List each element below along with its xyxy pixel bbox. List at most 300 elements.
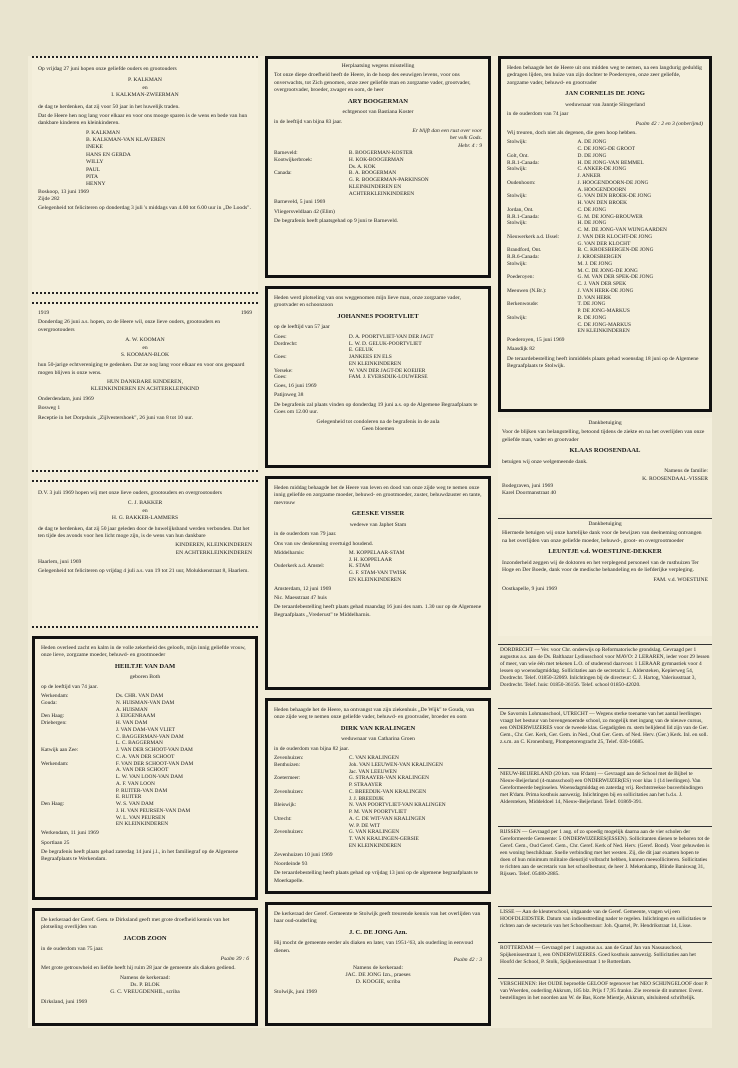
body-text: de dag te herdenken, dat zij 50 jaar geleden door de huwelijksband werden verbonden. Dat het ten tijde des avonds voor hen licht moge zijn, is de wens van hun dankbare — [38, 525, 250, 539]
deceased-name: GEESKE VISSER — [351, 510, 405, 518]
condolence-text: Gelegenheid tot condoleren na de begrafenis in de aula — [316, 418, 440, 425]
name-line: H. G. BAKKER-LAMMERS — [111, 515, 179, 522]
address: Nic. Maesstraat 47 huis — [274, 595, 327, 602]
family-row — [507, 261, 703, 268]
funeral-text: De begrafenis heeft plaats gehad zaterdag 14 juni j.l., in het familiegraf op de Algemene Begraafplaats te Werkendam. — [41, 848, 239, 863]
row-place: Den Haag: — [41, 713, 65, 720]
row-name: G. STRAAYER-VAN KRALINGEN — [348, 775, 429, 782]
age-text: op de leeftijd van 74 jaar. — [41, 683, 98, 690]
family-row — [507, 322, 703, 329]
family-row — [274, 577, 482, 584]
row-place — [507, 308, 578, 315]
place-date: Goes, 16 juni 1969 — [274, 383, 317, 390]
family-row — [507, 288, 703, 295]
family-row — [507, 308, 703, 315]
verse — [274, 128, 482, 150]
family-row — [274, 809, 482, 816]
job-ad-lisse: LISSE — Aan de kleuterschool, uitgaande van de Geref. Gemeente, vragen wij een HOOFDLEIDSTER. Datum van indiensttreding nader te regelen. Inlichtingen en sollicitaties te richten aan de secretaris van het Schoolbestuur: Joh. Quartel, Pr. Hendrikstraat 14, Lisse. — [498, 906, 712, 940]
row-name: EN KLEINKINDEREN — [577, 328, 630, 335]
job-ad-rotterdam: ROTTERDAM — Gevraagd per 1 augustus a.s. aan de Graaf Jan van Nassauschool, Spijkenissestraat 1, een ONDERWIJZERES. Goed kosthuis aanwezig. Sollicitaties aan het Hoofd der School, P. Stolk, Spijkenissestraat 1 te Rotterdam. — [498, 942, 712, 976]
obituary-dirk-van-kralingen — [265, 698, 491, 894]
family-row — [274, 775, 482, 782]
row-place: Werkendam: — [41, 693, 69, 700]
row-name: C. DE JONG — [577, 206, 607, 213]
family-table — [274, 755, 482, 850]
row-name: JANKEES EN ELS — [348, 354, 392, 361]
anniversary-kooman — [32, 302, 258, 472]
row-place — [507, 328, 578, 335]
sign-line: G. C. VREUGDENHIL, scriba — [110, 989, 180, 996]
row-name: J. H. KOPPELAAR — [348, 556, 393, 563]
section-heading: Dankbetuiging — [588, 420, 622, 426]
family-row — [507, 315, 703, 322]
signature — [274, 965, 482, 987]
family-row — [41, 815, 249, 822]
deceased-name: LEUNTJE v.d. WOESTIJNE-DEKKER — [548, 548, 662, 556]
row-place — [41, 774, 116, 781]
deceased-subtitle: echtgenoot van Bastiana Koster — [342, 109, 414, 116]
row-name: A. DE JONG — [577, 139, 607, 146]
row-place — [507, 200, 578, 207]
couple-names — [38, 77, 252, 99]
row-name: H. KOK-BOOGERMAN — [348, 156, 404, 163]
row-name: A. HOOGENDOORN — [577, 186, 627, 193]
family-row — [274, 563, 482, 570]
family-row — [41, 700, 249, 707]
row-place: Meeuwen (N.Br.): — [507, 287, 547, 294]
row-place: R.R.6-Canada: — [507, 254, 540, 261]
row-place: Stolwijk: — [507, 260, 527, 267]
row-place: Oudenhoorn: — [507, 179, 536, 186]
row-place: R.R.1-Canada: — [507, 213, 540, 220]
deceased-subtitle: weduwnaar van Janntje Slingerland — [565, 101, 645, 108]
sign-line: KLEINKINDEREN EN ACHTERKLEINKIND — [90, 386, 200, 393]
deceased-name: JAN CORNELIS DE JONG — [565, 90, 645, 98]
intro-text: Donderdag 26 juni a.s. hopen, zo de Heere wil, onze lieve ouders, grootouders en overgrootouders — [38, 319, 221, 333]
psalm-ref: Psalm 42 : 2 en 3 (onberijmd) — [635, 120, 703, 127]
book-ad: VERSCHENEN: Het OUDE beproefde GELOOF tegenover het NEO SCHIJNGELOOF door P. van Woerden, ouderling Akkrum, 185 blz. Prijs f 7,95 franko. Zie recensie dit nummer. Event. bestellingen in het noorden aan W. de Bas, Korte Mientje, Akkrum, uitsluitend schriftelijk. — [498, 978, 712, 1018]
body-text: Dat de Heere hen nog lang voor elkaar en voor ons mooge sparen is de wens en bede van hun dankbare kinderen en kleinkinderen. — [38, 112, 248, 127]
row-name: EN KLEINKINDEREN — [348, 576, 402, 583]
family-row — [274, 550, 482, 557]
place-date: Poederoyen, 15 juni 1969 — [507, 337, 565, 344]
row-place — [274, 836, 349, 843]
row-name: C. BREEDIJK-VAN KRALINGEN — [348, 788, 427, 795]
row-name: P. DE JONG-MARKUS — [577, 308, 630, 315]
row-place — [274, 796, 349, 803]
family-row — [41, 734, 249, 741]
family-row — [507, 227, 703, 234]
row-name: T. VAN KRALINGEN-GERSIE — [348, 836, 419, 843]
row-name: G. VAN DER KLOCHT — [577, 240, 631, 247]
family-name: P. KALKMAN — [86, 129, 120, 136]
row-place: Yerseke: — [274, 367, 293, 374]
family-row — [41, 767, 249, 774]
row-name: G. F. STAM-VAN TWISK — [348, 570, 407, 577]
row-name: B. A. BOOGERMAN — [348, 170, 397, 177]
verse-line: het volk Gods. — [449, 135, 482, 142]
section-heading: Dankbetuiging — [588, 521, 622, 527]
row-name: H. VAN DAM — [115, 720, 148, 727]
row-name: L. C. BAGGERMAN — [115, 740, 163, 747]
family-row — [41, 740, 249, 747]
family-row — [507, 295, 703, 302]
family-row — [507, 139, 703, 146]
row-name: L. W. VAN LOON-VAN DAM — [115, 774, 183, 781]
row-place — [274, 164, 349, 171]
row-name: J. VAN DER SCHOOT-VAN DAM — [115, 747, 193, 754]
row-place: Brandford, Ont. — [507, 247, 542, 254]
funeral-text: De teraardebestelling heeft plaats gehad maandag 16 juni des nam. 1.30 uur op de Algemene Begraafplaats „Vrederust" te Middelharnis. — [274, 604, 482, 618]
row-name: EN KLEINKINDEREN — [115, 821, 169, 828]
family-row — [41, 801, 249, 808]
family-table — [274, 550, 482, 584]
row-place: Berkenwoude: — [507, 301, 539, 308]
row-name: H. VAN DEN BROEK — [577, 200, 628, 207]
row-name: G. M. VAN DER SPEK-DE JONG — [577, 274, 654, 281]
family-row — [507, 200, 703, 207]
family-table — [41, 693, 249, 828]
row-place: Golt, Ont. — [507, 152, 529, 159]
name-line: A. W. KOOMAN — [125, 337, 165, 344]
row-name: C. J. VAN DER SPEK — [577, 281, 627, 288]
row-place: Kootwijkerbroek: — [274, 156, 313, 163]
family-row — [274, 184, 482, 191]
row-place — [41, 815, 116, 822]
condolence-note: Geen bloemen — [361, 425, 395, 432]
intro-text: Heden behaagde het de Heere, na ontvangst van zijn ziekenhuis „De Wijk" te Gouda, van onze zijde weg te nemen onze geliefde vader, behuwd- en grootvader, broeder en oom — [274, 707, 475, 721]
row-name: J. VAN DAM-VAN VLIET — [115, 726, 176, 733]
row-name: N. HUISMAN-VAN DAM — [115, 699, 175, 706]
row-name: EN KLEINKINDEREN — [348, 842, 402, 849]
name-line: C. J. BAKKER — [127, 500, 163, 507]
place-date: Haarlem, juni 1969 — [38, 559, 82, 565]
family-row — [274, 769, 482, 776]
family-row — [41, 821, 249, 828]
row-name: KLEINKINDEREN EN — [348, 183, 402, 190]
row-name: D. DE JONG — [577, 152, 607, 159]
row-name: FAM. J. EVERSDIJK-LOUWERSE — [348, 374, 428, 381]
row-place: Goes: — [274, 333, 287, 340]
row-place — [41, 788, 116, 795]
row-name: Joh. VAN LEEUWEN-VAN KRALINGEN — [348, 761, 443, 768]
funeral-text: De teraardebestelling heeft plaats gehad op vrijdag 13 juni op de algemene begraafplaats te Moerkapelle. — [274, 870, 478, 884]
family-row — [507, 173, 703, 180]
intro-text: Heden werd plotseling van ons weggenomen mijn lieve man, onze zorgzame vader, grootvader en schoonzoon — [274, 295, 461, 309]
row-name: M. J. DE JONG — [577, 260, 613, 267]
age-text: in de leeftijd van bijna 83 jaar. — [274, 118, 343, 125]
reception-text: Gelegenheid tot feliciteren op donderdag 3 juli 's middags van 4.00 tot 6.00 uur in „De Loods". — [38, 205, 251, 212]
section-heading: Herplaatsing wegens misstelling — [341, 63, 415, 69]
row-place — [274, 557, 349, 564]
family-row — [274, 755, 482, 762]
row-place — [274, 823, 349, 830]
row-place — [41, 808, 116, 815]
row-name: M. KOPPELAAR-STAM — [348, 549, 405, 556]
age-text: op de leeftijd van 57 jaar — [274, 324, 330, 331]
row-place — [274, 347, 349, 354]
signature — [502, 468, 708, 483]
intro-text: Op vrijdag 27 juni hopen onze geliefde ouders en grootouders — [38, 66, 177, 72]
family-row — [274, 150, 482, 157]
family-row — [507, 180, 703, 187]
row-name: C. VAN KRALINGEN — [348, 755, 399, 762]
row-place: Katwijk aan Zee: — [41, 747, 79, 754]
sign-line: Ds. P. BLOK — [130, 981, 160, 988]
reception-text: Gelegenheid tot feliciteren op vrijdag 4 juli a.s. van 19 tot 21 uur, Molukkenstraat 8, Haarlem. — [38, 568, 249, 575]
place-date: Amsterdam, 12 juni 1969 — [274, 585, 332, 592]
family-row — [274, 843, 482, 850]
row-name: D. A. POORTVLIET-VAN DER JAGT — [348, 333, 434, 340]
row-place: Zevenhuizen: — [274, 829, 304, 836]
obituary-heiltje-van-dam — [32, 636, 258, 900]
row-name: L. W. D. GELUK-POORTVLIET — [348, 340, 422, 347]
family-row — [274, 334, 482, 341]
family-row — [507, 281, 703, 288]
row-place — [507, 187, 578, 194]
intro-text: Heden behaagde het de Heere uit ons midden weg te nemen, na een langdurig geduldig gedragen lijden, ten huize van zijn dochter te Poederoyen, onze zeer geliefde, zorgzame vader, behuwd- en grootvader — [507, 65, 702, 86]
row-name: ACHTERKLEINKINDEREN — [348, 190, 415, 197]
row-place: Stolwijk: — [507, 139, 527, 146]
row-name: W. L. VAN PEURSEN — [115, 814, 166, 821]
family-row — [274, 164, 482, 171]
year-range — [38, 310, 252, 317]
family-row — [507, 187, 703, 194]
row-place: Den Haag: — [41, 801, 65, 808]
family-row — [41, 754, 249, 761]
deceased-name: JACOB ZOON — [123, 934, 167, 942]
age-text: in de ouderdom van 74 jaar — [507, 111, 569, 118]
row-place — [41, 781, 116, 788]
row-name: C. M. DE JONG-VAN WIJNGAARDEN — [577, 227, 667, 234]
deceased-name: DIRK VAN KRALINGEN — [340, 724, 416, 732]
row-name: A. C. DE WIT-VAN KRALINGEN — [348, 815, 426, 822]
row-place — [274, 843, 349, 850]
address: Maasdijk 82 — [507, 346, 535, 353]
row-name: J. VAN HERK-DE JONG — [577, 287, 634, 294]
row-place: Stolwijk: — [507, 166, 527, 173]
body-text: betuigen wij onze welgemeende dank. — [502, 458, 588, 465]
body-text: Wij treuren, doch niet als degenen, die geen hoop hebben. — [507, 129, 637, 136]
obituary-jan-cornelis-de-jong — [498, 56, 712, 412]
newspaper-page — [28, 56, 712, 1028]
job-ad-dordrecht: DORDRECHT — Ver. voor Chr. onderwijs op Reformatorische grondslag. Gevraagd per 1 augustus a.s. aan de Ds. Balthazar Lydiusschool voor MAVO: 2 LERAREN, ieder voor 29 lessen of meer, van wie één met tekenen L.O. of studerend daarvoor. 1 LERAAR gymnastiek voor 4 lessen op woensdagmiddag. Sollicitaties aan de secretaris: L. Aldersteken, Kepierweg 54, Dordrecht. Telef. 01850-32069. Inlichtingen bij de directeur: C. J. Hartog, Valeriusstraat 3, Dordrecht. Telef. huis: 01850-36156. Telef. school 01850-42020. — [498, 644, 712, 706]
family-name: B. KALKMAN-VAN KLAVEREN — [86, 137, 166, 143]
row-place — [41, 734, 116, 741]
family-list — [86, 130, 252, 189]
family-row — [274, 782, 482, 789]
deceased-subtitle: wedewe van Japhet Stam — [349, 521, 407, 528]
signature — [38, 542, 252, 557]
row-place — [41, 707, 116, 714]
row-name: W. P. DE WIT — [348, 822, 380, 829]
row-name: EN KLEINKINDEREN — [348, 360, 402, 367]
family-row — [274, 157, 482, 164]
family-row — [507, 166, 703, 173]
row-place — [507, 268, 578, 275]
family-row — [41, 747, 249, 754]
couple-names — [38, 500, 252, 522]
psalm-ref: Psalm 42 : 3 — [453, 957, 482, 964]
family-row — [41, 693, 249, 700]
place-date: Onderdendam, juni 1969 — [38, 395, 94, 402]
row-place: Barneveld: — [274, 150, 298, 157]
row-name: J. VAN DER KLOCHT-DE JONG — [577, 233, 653, 240]
row-place — [274, 184, 349, 191]
obituary-jc-de-jong — [265, 902, 491, 1026]
intro-text: Heden overleed zacht en kalm in de volle zekerheid des geloofs, mijn innig geliefde vrouw, onze lieve, zorgzame moeder, behuwd- en grootmoeder — [41, 645, 246, 659]
family-row — [274, 354, 482, 361]
family-row — [274, 836, 482, 843]
row-name: A. VAN DER SCHOOT — [115, 767, 169, 774]
row-place — [41, 821, 116, 828]
row-name: J. HOOGENDOORN-DE JONG — [577, 179, 649, 186]
row-place — [274, 177, 349, 184]
family-row — [41, 788, 249, 795]
row-place — [41, 794, 116, 801]
deceased-name: J. C. DE JONG Azn. — [348, 928, 408, 936]
address: Bosweg 1 — [38, 405, 61, 412]
sign-line: K. ROOSENDAAL-VISSER — [642, 475, 708, 482]
deceased-name: KLAAS ROOSENDAAL — [569, 447, 641, 455]
family-row — [274, 816, 482, 823]
body-text: de dag te herdenken, dat zij voor 50 jaar in het huwelijk traden. — [38, 103, 180, 110]
family-row — [507, 268, 703, 275]
row-name: W. VAN DER JAGT-DE KOEIJER — [348, 367, 426, 374]
row-place — [507, 146, 578, 153]
row-name: P. RUITER-VAN DAM — [115, 787, 168, 794]
family-row — [274, 361, 482, 368]
address: Vliegersveldlaan 42 (Elim) — [274, 208, 335, 215]
row-place: Gouda: — [41, 699, 57, 706]
row-name: F. VAN DER SCHOOT-VAN DAM — [115, 760, 194, 767]
signature — [38, 379, 252, 394]
family-row — [41, 720, 249, 727]
row-place — [274, 577, 349, 584]
row-name: P. M. VAN POORTVLIET — [348, 809, 407, 816]
family-table — [274, 150, 482, 197]
row-place — [41, 727, 116, 734]
row-place: Goes: — [274, 354, 287, 361]
row-place: Bleiswijk: — [274, 802, 297, 809]
sign-line: EN ACHTERKLEINKINDEREN — [175, 549, 252, 556]
anniversary-kalkman — [32, 56, 258, 294]
age-text: in de ouderdom van 79 jaar. — [274, 531, 337, 538]
sign-line: Namens de kerkeraad: — [119, 974, 170, 981]
row-name: T. DE JONG — [577, 301, 606, 308]
psalm-ref: Psalm 39 : 6 — [220, 955, 249, 962]
family-row — [274, 557, 482, 564]
body-text: Met grote getrouwheid en liefde heeft hij ruim 28 jaar de gemeente als diaken gediend. — [41, 965, 236, 972]
family-row — [41, 707, 249, 714]
family-row — [507, 193, 703, 200]
row-place: Ouderkerk a.d. Amstel: — [274, 563, 325, 570]
signature: FAM. v.d. WOESTIJNE — [653, 576, 708, 583]
family-row — [507, 247, 703, 254]
family-row — [41, 774, 249, 781]
family-row — [274, 374, 482, 381]
family-name: PITA — [86, 173, 98, 180]
row-name: B. BOOGERMAN-KOSTER — [348, 150, 413, 157]
deceased-name: HEILTJE VAN DAM — [114, 662, 176, 670]
place-date: Dirksland, juni 1969 — [41, 998, 88, 1005]
row-name: E. RUITER — [115, 794, 142, 801]
row-name: J. J. BREEDIJK — [348, 795, 384, 802]
row-name: J. ANKER — [577, 173, 601, 180]
name-line: S. KOOMAN-BLOK — [120, 351, 170, 358]
name-line: en — [142, 344, 148, 351]
thanks-roosendaal — [498, 418, 712, 514]
funeral-text: De begrafenis heeft plaatsgehad op 9 juni te Barneveld. — [274, 218, 399, 225]
row-name: C. DE JONG-DE GROOT — [577, 146, 636, 153]
family-row — [274, 823, 482, 830]
row-name: C. BAGGERMAN-VAN DAM — [115, 733, 184, 740]
family-row — [274, 191, 482, 198]
verse-line: Hebr. 4 : 9 — [458, 142, 482, 149]
family-row — [274, 341, 482, 348]
place-date: Boskoop, 13 juni 1969 — [38, 188, 89, 195]
row-name: G. M. DE JONG-BROUWER — [577, 213, 643, 220]
family-row — [274, 762, 482, 769]
place-date: Werkendam, 11 juni 1969 — [41, 830, 99, 837]
family-row — [274, 802, 482, 809]
intro-text: D.V. 3 juli 1969 hopen wij met onze lieve ouders, grootouders en overgrootouders — [38, 490, 222, 496]
body-text: Hij mocht de gemeente eerder als diaken en later, van 1951-'63, als ouderling in eenvoud dienen. — [274, 940, 473, 954]
row-place: Poederoyen: — [507, 274, 534, 281]
address: Noordeinde 93 — [274, 861, 308, 868]
couple-names — [38, 337, 252, 359]
row-name: R. DE JONG — [577, 314, 607, 321]
family-row — [507, 214, 703, 221]
place-date: Zevenhuizen 10 juni 1969 — [274, 851, 333, 858]
row-name: B. C. KROESBERGEN-DE JONG — [577, 247, 654, 254]
name-line: en — [142, 84, 148, 91]
body-text: Inzonderheid zeggen wij de doktoren en het verplegend personeel van de rusthuizen Ter Hoge en Der Boede, dank voor de medische behandeling en de liefderijke verpleging. — [502, 559, 699, 574]
intro-text: De kerkeraad der Geref. Gemeente te Stolwijk geeft treurende kennis van het overlijden van haar oud-ouderling — [274, 911, 481, 925]
thanks-woestijne — [498, 518, 712, 636]
family-row — [41, 794, 249, 801]
family-row — [507, 328, 703, 335]
place-date: Barneveld, 5 juni 1969 — [274, 199, 326, 206]
row-name: Ds. CHR. VAN DAM — [115, 693, 164, 700]
place-date: Stolwijk, juni 1969 — [274, 988, 318, 995]
family-name: WILLY — [86, 159, 104, 166]
address: Patijnweg 38 — [274, 392, 304, 399]
family-row — [507, 301, 703, 308]
address: Sportlaan 25 — [41, 839, 70, 846]
row-place: Stolwijk: — [507, 220, 527, 227]
row-place — [507, 295, 578, 302]
row-name: H. DE JONG — [577, 220, 607, 227]
row-name: J. KROESBERGEN — [577, 254, 622, 261]
family-row — [274, 796, 482, 803]
body-text: hun 50-jarige echtvereniging te gedenken. Dat ze nog lang voor elkaar en voor ons gespaard mogen blijven is onze wens. — [38, 362, 245, 376]
family-row — [41, 808, 249, 815]
job-ad-nieuw-beijerland: NIEUW-BEIJERLAND (20 km. van R'dam) — Gevraagd aan de School met de Bijbel te Nieuw-Beijerland (4-mansschool) een ONDERWIJZER(ES) voor klas 1 (14 leerlingen). Van Gereformeerde beginselen. Woensdagmiddag en zaterdag vrij. Rechtstreekse busverbindingen met R'dam. Prima kosthuis aanwezig. Inlichtingen bij en sollicitaties aan het h.d.s. J. Aldersteken, Middeldoel 14, Nieuw-Beijerland. Telef. 01869-391. — [498, 768, 712, 824]
row-name: G. VAN DEN BROEK-DE JONG — [577, 193, 652, 200]
row-place — [274, 809, 349, 816]
family-row — [274, 368, 482, 375]
row-place: Middelharnis: — [274, 549, 305, 556]
family-name: INEKE — [86, 144, 103, 151]
funeral-text: De teraardebestelling heeft inmiddels plaats gehad woensdag 18 juni op de Algemene Begraafplaats te Stolwijk. — [507, 355, 699, 370]
row-place: Jordan, Ont. — [507, 206, 534, 213]
row-place — [274, 769, 349, 776]
row-place: Goes: — [274, 374, 287, 381]
deceased-name: JOHANNES POORTVLIET — [337, 312, 419, 320]
intro-text: Tot onze diepe droefheid heeft de Heere, in de hoop des eeuwigen levens, voor ons onverwachts, tot Zich genomen, onze zeer geliefde man en zorgzame vader, grootvader, overgrootvader, broeder, zwager en oom, de heer — [274, 72, 471, 94]
family-name: HENNY — [86, 181, 106, 188]
